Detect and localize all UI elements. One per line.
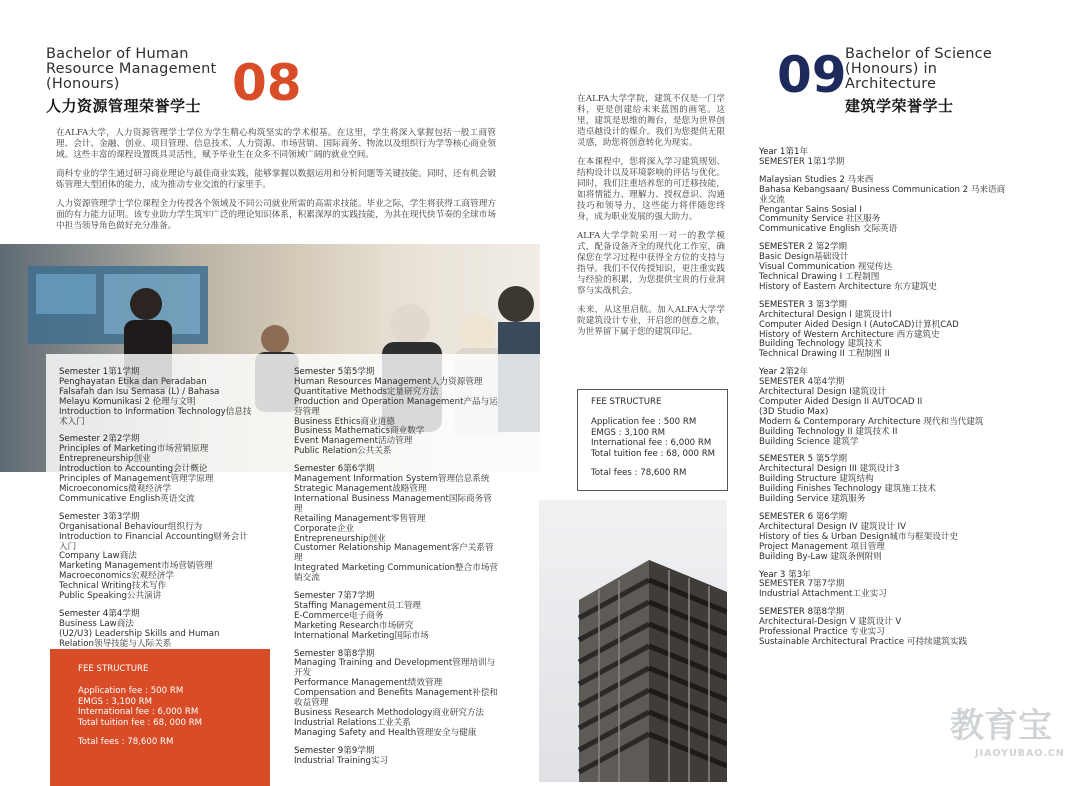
intro-text xyxy=(56,128,496,240)
course-item: Industrial Training实习 xyxy=(294,755,389,766)
course-item: 业交流 xyxy=(759,194,785,205)
semester-block xyxy=(759,176,1019,235)
course-item: Building By-Law 建筑条例附则 xyxy=(759,551,882,562)
course-item: 入门 xyxy=(59,541,77,552)
architecture-curriculum xyxy=(759,148,1019,656)
course-item: SEMESTER 1第1学期 xyxy=(759,156,845,167)
semester-heading: SEMESTER 5 第5学期 xyxy=(759,454,848,465)
course-item: Technical Drawing II 工程制图 II xyxy=(759,349,890,360)
semester-heading: Semester 4第4学期 xyxy=(59,608,140,619)
course-item: Business Ethics商业道德 xyxy=(294,416,395,427)
course-item: International Business Management国际商务管 xyxy=(294,493,492,504)
course-item: Communicative English英语交流 xyxy=(59,493,195,504)
course-item: Business Law商法 xyxy=(59,618,134,629)
semester-block xyxy=(59,513,269,602)
course-item: Communicative English 交际英语 xyxy=(759,224,898,235)
program-title-en xyxy=(46,47,216,92)
year-block xyxy=(759,368,1019,447)
fee-lines xyxy=(591,417,715,459)
course-item: Managing Training and Development管理培训与 xyxy=(294,658,496,669)
semester-block xyxy=(59,368,269,427)
course-item: Marketing Management市场营销管理 xyxy=(59,561,213,572)
fee-line: EMGS : 3,100 RM xyxy=(78,696,153,707)
course-item: Malaysian Studies 2 马来西 xyxy=(759,174,874,185)
course-item: 理 xyxy=(294,553,303,564)
course-item: History of ties & Urban Design城市与框架设计史 xyxy=(759,531,959,542)
title-line: Architecture xyxy=(845,76,937,92)
semester-heading: Semester 3第3学期 xyxy=(59,511,140,522)
course-item: Architectural-Design V 建筑设计 V xyxy=(759,617,902,628)
semester-heading: Semester 7第7学期 xyxy=(294,591,375,602)
course-item: Building Technology II 建筑技术 II xyxy=(759,426,898,437)
semester-heading: SEMESTER 6 第6学期 xyxy=(759,512,848,522)
course-item: History of Eastern Architecture 东方建筑史 xyxy=(759,281,938,292)
program-title-en xyxy=(845,47,992,92)
fee-title: FEE STRUCTURE xyxy=(591,397,662,407)
section-number: 08 xyxy=(232,54,302,112)
semester-block xyxy=(294,465,500,584)
course-item: Technical Drawing I 工程制图 xyxy=(759,271,880,282)
semester-heading: SEMESTER 2 第2学期 xyxy=(759,242,848,253)
semester-block xyxy=(759,455,1019,505)
year-heading: Year 3 第3年 xyxy=(759,569,811,580)
course-item: Customer Relationship Management客户关系管 xyxy=(294,543,494,554)
fee-lines xyxy=(78,686,202,728)
course-item: Macroeconomics宏观经济学 xyxy=(59,571,174,582)
course-item: Building Science 建筑学 xyxy=(759,436,859,447)
year-heading: Year 1第1年 xyxy=(759,147,809,157)
course-item: Building Structure 建筑结构 xyxy=(759,474,874,485)
year-heading: Year 2第2年 xyxy=(759,367,809,378)
year-block xyxy=(759,571,1019,601)
intro-paragraph: 商科专业的学生通过研习商业理论与最佳商业实践，能够掌握以数据运用和分析问题等关键技能。同时，还有机会锻炼管理大型团体的能力，成为推动专业交流的行家里手。 xyxy=(56,169,496,190)
course-item: Industrial Relations工业关系 xyxy=(294,717,411,728)
course-item: Public Speaking公共演讲 xyxy=(59,591,162,602)
course-item: Professional Practice 专业实习 xyxy=(759,627,885,638)
semester-block xyxy=(759,301,1019,360)
course-item: 理 xyxy=(294,503,303,514)
course-item: Business Mathematics商业数学 xyxy=(294,426,425,437)
title-line: (Honours) in xyxy=(845,61,938,77)
course-item: Managing Safety and Health管理安全与健康 xyxy=(294,727,477,738)
fee-total: Total fees : 78,600 RM xyxy=(591,468,687,478)
semester-block xyxy=(294,592,500,642)
course-item: Architectural Design III 建筑设计3 xyxy=(759,464,900,475)
course-item: Management Information System管理信息系统 xyxy=(294,474,490,485)
course-item: Architectural Design IV 建筑设计 IV xyxy=(759,521,906,532)
course-item: Technical Writing技术写作 xyxy=(59,581,167,592)
semester-block xyxy=(759,513,1019,563)
course-item: Corporate企业 xyxy=(294,523,355,534)
fee-total: Total fees : 78,600 RM xyxy=(78,737,174,747)
course-item: Compensation and Benefits Management补偿和 xyxy=(294,688,498,699)
course-item: Basic Design基础设计 xyxy=(759,252,849,263)
intro-paragraph: ALFA大学学院采用一对一的教学模式，配备设备齐全的现代化工作室，确保您在学习过程中获得全方位的支持与指导。我们不仅传授知识，更注重实践与经验的积累，为您提供宝贵的行业洞察与实战机会。 xyxy=(577,231,725,296)
watermark-logo: 教育宝 xyxy=(950,706,1052,746)
course-item: Introduction to Financial Accounting财务会计 xyxy=(59,531,248,542)
intro-paragraph: 人力资源管理学士学位课程全力传授各个领域及不同公司就业所需的高需求技能。毕业之际，学生将获得工商管理方面的有力能力证明。该专业助力学生筑牢广泛的理论知识体系，积累深厚的实践技能，为其在现代快节奏的全球市场中担当领导角色做好充分准备。 xyxy=(56,199,496,231)
course-item: 销交流 xyxy=(294,573,320,584)
course-item: 营管理 xyxy=(294,406,320,417)
course-item: Staffing Management员工管理 xyxy=(294,600,422,611)
course-item: Visual Communication 视觉传达 xyxy=(759,262,893,273)
course-item: E-Commerce电子商务 xyxy=(294,610,384,621)
semester-block xyxy=(294,650,500,739)
course-item: Marketing Research市场研究 xyxy=(294,620,414,631)
course-item: Introduction to Accounting会计概论 xyxy=(59,464,208,475)
course-item: (3D Studio Max) xyxy=(759,406,829,417)
program-title-cn: 人力资源管理荣誉学士 xyxy=(46,97,202,115)
semester-block xyxy=(759,243,1019,293)
course-item: Community Service 社区服务 xyxy=(759,214,881,225)
course-item: History of Western Architecture 西方建筑史 xyxy=(759,329,940,340)
watermark-url: JIAOYUBAO.CN xyxy=(975,748,1065,759)
semester-heading: Semester 8第8学期 xyxy=(294,648,375,659)
course-item: Building Service 建筑服务 xyxy=(759,494,866,505)
semester-block xyxy=(294,747,500,767)
course-item: Melayu Komunikasi 2 伦理与文明 xyxy=(59,396,196,407)
course-item: Sustainable Architectural Practice 可持续建筑实践 xyxy=(759,636,968,647)
course-item: Computer Aided Design II AUTOCAD II xyxy=(759,396,923,407)
course-item: Entrepreneurship创业 xyxy=(59,454,151,465)
course-item: Modern & Contemporary Architecture 现代和当代建筑 xyxy=(759,416,984,427)
semester-heading: SEMESTER 3 第3学期 xyxy=(759,299,848,310)
fee-title: FEE STRUCTURE xyxy=(78,664,149,674)
fee-line: Application fee : 500 RM xyxy=(591,417,697,427)
intro-paragraph: 在ALFA大学，人力资源管理学士学位为学生精心构筑坚实的学术根基。在这里，学生将深入掌握包括一般工商管理、会计、金融、创业、项目管理、信息技术、人力资源、市场营销、国际商务、物流以及组织行为学等核心商业领域。这些丰富的课程设置既具灵活性，赋予毕业生在众多不同领域广阔的就业空间。 xyxy=(56,128,496,160)
course-item: Pengantar Sains Sosial I xyxy=(759,204,862,215)
course-item: Architectural Design I建筑设计 xyxy=(759,387,887,398)
semester-heading: Semester 2第2学期 xyxy=(59,434,140,445)
course-item: Public Relation公共关系 xyxy=(294,446,392,457)
year-block xyxy=(759,148,1019,168)
course-item: (U2/U3) Leadership Skills and Human xyxy=(59,628,220,639)
course-item: Introduction to Information Technology信息技 xyxy=(59,406,252,417)
course-item: Principles of Management管理学原理 xyxy=(59,474,214,485)
title-line: Resource Management xyxy=(46,61,217,77)
fee-line: EMGS : 3,100 RM xyxy=(591,427,666,438)
course-item: International Marketing国际市场 xyxy=(294,630,429,641)
course-item: Falsafah dan Isu Semasa (L) / Bahasa xyxy=(59,386,220,397)
course-item: Architectural Design I 建筑设计I xyxy=(759,309,892,320)
semester-heading: Semester 5第5学期 xyxy=(294,367,375,377)
course-item: Entrepreneurship创业 xyxy=(294,533,386,544)
course-item: Performance Management绩效管理 xyxy=(294,678,443,689)
semester-heading: Semester 9第9学期 xyxy=(294,745,375,756)
curriculum-column-2 xyxy=(294,368,500,775)
program-title-cn: 建筑学荣誉学士 xyxy=(845,97,954,115)
course-item: Organisational Behaviour组织行为 xyxy=(59,521,203,532)
intro-paragraph: 未来，从这里启航。加入ALFA大学学院建筑设计专业，开启您的创意之旅，为世界留下属于您的建筑印记。 xyxy=(577,305,725,337)
course-item: 收益管理 xyxy=(294,698,329,709)
course-item: Industrial Attachment工业实习 xyxy=(759,589,887,600)
title-line: Bachelor of Science xyxy=(845,46,992,62)
fee-structure-box xyxy=(50,649,270,786)
course-item: Company Law商法 xyxy=(59,551,137,562)
course-item: Building Finishes Technology 建筑施工技术 xyxy=(759,484,936,495)
semester-block xyxy=(294,368,500,457)
course-item: Microeconomics微观经济学 xyxy=(59,483,172,494)
course-item: Human Resources Management人力资源管理 xyxy=(294,376,483,387)
building-illustration xyxy=(539,500,727,782)
course-item: Computer Aided Design I (AutoCAD)计算机CAD xyxy=(759,319,959,330)
course-item: 术入门 xyxy=(59,416,85,427)
building-photo xyxy=(539,500,727,782)
course-item: Project Management 项目管理 xyxy=(759,541,885,552)
fee-line: Application fee : 500 RM xyxy=(78,686,184,696)
course-item: Bahasa Kebangsaan/ Business Communication 2 马来语商 xyxy=(759,184,1006,195)
title-line: (Honours) xyxy=(46,76,120,92)
architecture-intro xyxy=(577,94,725,346)
fee-line: Total tuition fee : 68, 000 RM xyxy=(591,448,716,459)
semester-heading: Semester 6第6学期 xyxy=(294,464,375,475)
intro-paragraph: 在ALFA大学学院，建筑不仅是一门学科，更是创建给未来蓝图的画笔。这里，建筑是思维的舞台，是您为世界创造卓越设计的媒介。我们为您提供无限灵感，助您将创意转化为现实。 xyxy=(577,94,725,148)
intro-paragraph: 在本课程中，您将深入学习建筑规划、结构设计以及环境影响的评估与优化。同时，我们注重培养您的可迁移技能，如将情能力、理解力、授权意识、沟通技巧和领导力，这些能力将伴随您终身，成为职业发展的强大助力。 xyxy=(577,157,725,222)
course-item: Event Management活动管理 xyxy=(294,436,413,447)
title-line: Bachelor of Human xyxy=(46,46,189,62)
semester-heading: SEMESTER 8第8学期 xyxy=(759,607,845,618)
course-item: 开发 xyxy=(294,668,312,679)
course-item: Building Technology 建筑技术 xyxy=(759,339,882,350)
semester-block xyxy=(759,608,1019,648)
course-item: Relation领导技能与人际关系 xyxy=(59,638,172,649)
course-item: Strategic Management战略管理 xyxy=(294,483,427,494)
course-item: Principles of Marketing市场营销原理 xyxy=(59,444,209,455)
fee-structure-box xyxy=(577,389,728,491)
section-number: 09 xyxy=(777,46,847,104)
course-item: Penghayatan Etika dan Peradaban xyxy=(59,376,207,387)
course-item: Integrated Marketing Communication整合市场营 xyxy=(294,563,499,574)
semester-block xyxy=(59,610,269,650)
semester-block xyxy=(59,435,269,504)
course-item: Retailing Management零售管理 xyxy=(294,513,426,524)
course-item: SEMESTER 4第4学期 xyxy=(759,377,845,388)
course-item: Production and Operation Management产品与运 xyxy=(294,396,498,407)
curriculum-column-1 xyxy=(59,368,269,658)
course-item: Business Research Methodology商业研究方法 xyxy=(294,708,485,718)
semester-heading: Semester 1第1学期 xyxy=(59,367,140,377)
fee-line: Total tuition fee : 68, 000 RM xyxy=(78,717,203,728)
fee-line: International fee : 6,000 RM xyxy=(591,438,712,449)
course-item: Quantitative Methods定量研究方法 xyxy=(294,386,439,397)
course-item: SEMESTER 7第7学期 xyxy=(759,579,845,590)
fee-line: International fee : 6,000 RM xyxy=(78,707,199,718)
